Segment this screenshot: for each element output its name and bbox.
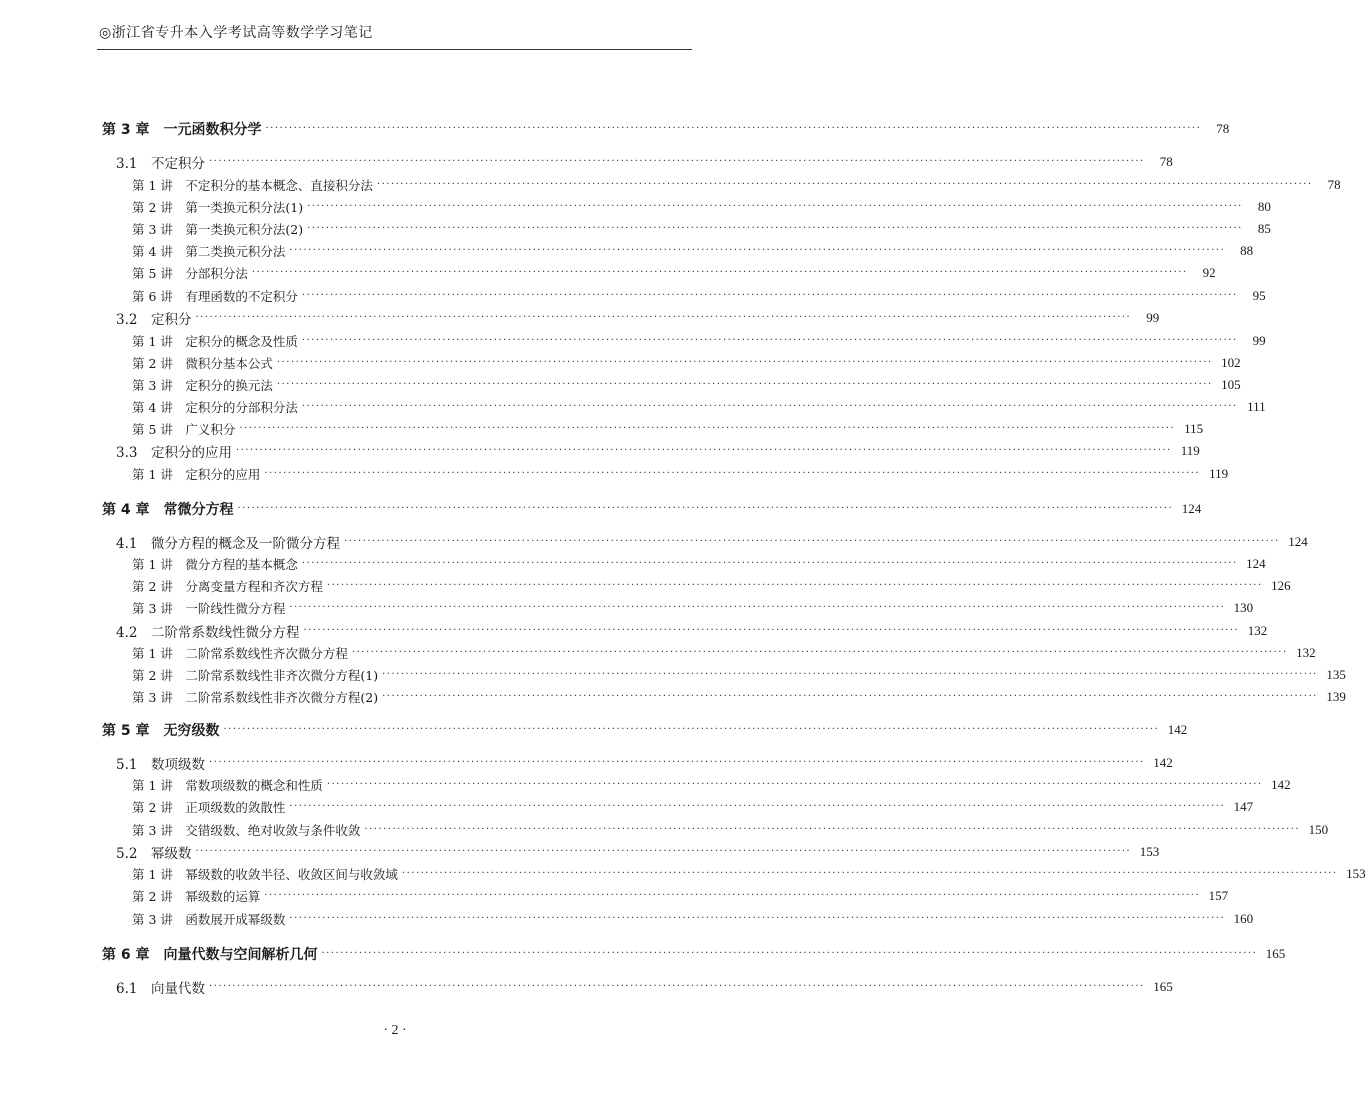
toc-entry-label: 第 1 讲 二阶常系数线性齐次微分方程	[132, 646, 348, 661]
dot-leader: ········································································································································································································	[276, 379, 1213, 390]
dot-leader: ········································································································································································································	[343, 536, 1280, 547]
toc-entry-label: 4.1 微分方程的概念及一阶微分方程	[116, 536, 340, 552]
toc-entry-label: 6.1 向量代数	[116, 981, 205, 997]
toc-entry-lecture[interactable]	[0, 909, 1254, 929]
dot-leader: ········································································································································································································	[303, 625, 1240, 636]
toc-entry-page: 124	[1181, 501, 1202, 516]
dot-leader: ········································································································································································································	[235, 445, 1172, 456]
toc-entry-page: 153	[1346, 866, 1366, 881]
toc-entry-label: 4.2 二阶常系数线性微分方程	[116, 625, 300, 641]
dot-leader: ········································································································································································································	[382, 691, 1318, 702]
dot-leader: ········································································································································································································	[307, 201, 1243, 212]
dot-leader: ········································································································································································································	[364, 824, 1301, 835]
toc-entry-page: 160	[1233, 911, 1254, 926]
toc-entry-page: 105	[1221, 377, 1241, 392]
toc-entry-lecture[interactable]	[0, 397, 1266, 417]
dot-leader: ········································································································································································································	[208, 757, 1145, 768]
dot-leader: ········································································································································································································	[382, 669, 1318, 680]
toc-entry-page: 132	[1247, 623, 1268, 638]
toc-entry-section[interactable]	[0, 621, 1268, 641]
dot-leader: ········································································································································································································	[289, 913, 1226, 924]
toc-entry-label: 第 2 讲 第一类换元积分法(1)	[132, 200, 304, 215]
toc-entry-page: 157	[1208, 888, 1229, 903]
toc-entry-lecture[interactable]	[0, 219, 1271, 239]
dot-leader: ········································································································································································································	[289, 245, 1226, 256]
toc-entry-page: 153	[1139, 844, 1160, 859]
dot-leader: ········································································································································································································	[376, 179, 1313, 190]
toc-entry-lecture[interactable]	[0, 241, 1254, 261]
dot-leader: ········································································································································································································	[326, 580, 1263, 591]
dot-leader: ········································································································································································································	[239, 423, 1176, 434]
toc-entry-page: 99	[1146, 310, 1160, 325]
dot-leader: ········································································································································································································	[264, 468, 1201, 479]
toc-entry-section[interactable]	[0, 842, 1160, 862]
toc-entry-label: 第 1 讲 常数项级数的概念和性质	[132, 778, 323, 793]
dot-leader: ········································································································································································································	[321, 948, 1258, 959]
toc-entry-section[interactable]	[0, 532, 1308, 552]
toc-entry-label: 第 2 讲 正项级数的敛散性	[132, 800, 286, 815]
toc-entry-lecture[interactable]	[0, 331, 1266, 351]
toc-entry-lecture[interactable]	[0, 576, 1291, 596]
toc-entry-label: 第 3 讲 交错级数、绝对收敛与条件收敛	[132, 823, 361, 838]
toc-entry-page: 111	[1247, 399, 1266, 414]
toc-entry-page: 115	[1184, 421, 1204, 436]
toc-entry-label: 3.2 定积分	[116, 312, 192, 328]
toc-entry-lecture[interactable]	[0, 197, 1271, 217]
toc-entry-page: 124	[1288, 534, 1308, 549]
toc-entry-page: 78	[1327, 177, 1341, 192]
toc-entry-lecture[interactable]	[0, 665, 1346, 685]
toc-entry-label: 第 4 讲 定积分的分部积分法	[132, 400, 298, 415]
dot-leader: ········································································································································································································	[301, 290, 1238, 301]
toc-entry-label: 第 6 章 向量代数与空间解析几何	[102, 947, 318, 963]
toc-entry-chapter[interactable]	[0, 720, 1188, 740]
toc-entry-page: 99	[1252, 333, 1266, 348]
toc-entry-page: 124	[1246, 556, 1266, 571]
toc-entry-label: 第 2 讲 微积分基本公式	[132, 356, 273, 371]
dot-leader: ········································································································································································································	[326, 779, 1263, 790]
toc-entry-label: 第 4 讲 第二类换元积分法	[132, 244, 286, 259]
toc-entry-label: 第 3 讲 函数展开成幂级数	[132, 912, 286, 927]
toc-entry-lecture[interactable]	[0, 375, 1241, 395]
dot-leader: ········································································································································································································	[289, 801, 1226, 812]
toc-entry-page: 95	[1252, 288, 1266, 303]
toc-entry-section[interactable]	[0, 152, 1173, 172]
toc-entry-section[interactable]	[0, 441, 1200, 461]
toc-entry-label: 第 2 讲 幂级数的运算	[132, 889, 261, 904]
dot-leader: ········································································································································································································	[276, 357, 1213, 368]
toc-entry-section[interactable]	[0, 753, 1173, 773]
toc-entry-section[interactable]	[0, 308, 1160, 328]
toc-entry-label: 第 1 讲 定积分的概念及性质	[132, 334, 298, 349]
page-number: · 2 ·	[383, 1023, 407, 1038]
toc-entry-label: 5.1 数项级数	[116, 757, 205, 773]
dot-leader: ········································································································································································································	[289, 602, 1226, 613]
toc-entry-chapter[interactable]	[0, 944, 1286, 964]
toc-entry-section[interactable]	[0, 977, 1173, 997]
toc-entry-lecture[interactable]	[0, 263, 1216, 283]
toc-entry-page: 119	[1209, 466, 1229, 481]
toc-entry-page: 142	[1153, 755, 1173, 770]
toc-entry-page: 135	[1326, 667, 1346, 682]
toc-entry-label: 第 1 讲 不定积分的基本概念、直接积分法	[132, 178, 373, 193]
dot-leader: ········································································································································································································	[301, 335, 1238, 346]
dot-leader: ········································································································································································································	[237, 503, 1174, 514]
toc-entry-page: 142	[1271, 777, 1291, 792]
toc-entry-lecture[interactable]	[0, 419, 1204, 439]
toc-entry-lecture[interactable]	[0, 353, 1241, 373]
dot-leader: ········································································································································································································	[307, 223, 1243, 234]
toc-entry-lecture[interactable]	[0, 598, 1254, 618]
toc-entry-label: 第 4 章 常微分方程	[102, 502, 234, 518]
toc-entry-lecture[interactable]	[0, 864, 1366, 884]
toc-entry-page: 78	[1216, 121, 1230, 136]
dot-leader: ········································································································································································································	[208, 981, 1145, 992]
toc-entry-label: 第 2 讲 分离变量方程和齐次方程	[132, 579, 323, 594]
dot-leader: ········································································································································································································	[301, 558, 1238, 569]
toc-entry-chapter[interactable]	[0, 119, 1230, 139]
toc-entry-label: 第 3 讲 一阶线性微分方程	[132, 601, 286, 616]
toc-entry-lecture[interactable]	[0, 775, 1291, 795]
dot-leader: ········································································································································································································	[401, 868, 1338, 879]
toc-entry-page: 88	[1240, 243, 1254, 258]
toc-entry-label: 第 6 讲 有理函数的不定积分	[132, 289, 298, 304]
toc-entry-label: 第 1 讲 微分方程的基本概念	[132, 557, 298, 572]
toc-entry-lecture[interactable]	[0, 820, 1329, 840]
toc-entry-label: 第 2 讲 二阶常系数线性非齐次微分方程(1)	[132, 668, 379, 683]
toc-entry-page: 119	[1180, 443, 1200, 458]
dot-leader: ········································································································································································································	[195, 846, 1132, 857]
toc-entry-page: 126	[1271, 578, 1291, 593]
dot-leader: ········································································································································································································	[251, 267, 1188, 278]
toc-entry-page: 147	[1233, 799, 1254, 814]
dot-leader: ········································································································································································································	[195, 312, 1132, 323]
toc-entry-label: 第 1 讲 幂级数的收敛半径、收敛区间与收敛域	[132, 867, 398, 882]
running-header: ◎浙江省专升本入学考试高等数学学习笔记	[99, 25, 373, 41]
toc-entry-label: 第 5 讲 广义积分	[132, 422, 236, 437]
toc-entry-page: 142	[1167, 722, 1188, 737]
toc-entry-page: 102	[1221, 355, 1241, 370]
toc-entry-page: 92	[1202, 265, 1216, 280]
toc-entry-page: 150	[1308, 822, 1329, 837]
toc-entry-lecture[interactable]	[0, 687, 1346, 707]
dot-leader: ········································································································································································································	[301, 401, 1238, 412]
toc-entry-page: 80	[1257, 199, 1271, 214]
toc-entry-page: 85	[1257, 221, 1271, 236]
dot-leader: ········································································································································································································	[223, 724, 1160, 735]
toc-entry-label: 3.1 不定积分	[116, 156, 205, 172]
toc-entry-label: 第 1 讲 定积分的应用	[132, 467, 261, 482]
toc-entry-lecture[interactable]	[0, 554, 1266, 574]
toc-entry-page: 139	[1326, 689, 1346, 704]
toc-entry-label: 第 3 讲 二阶常系数线性非齐次微分方程(2)	[132, 690, 379, 705]
toc-entry-label: 第 5 讲 分部积分法	[132, 266, 248, 281]
toc-entry-label: 第 3 讲 第一类换元积分法(2)	[132, 222, 304, 237]
toc-entry-page: 130	[1233, 600, 1254, 615]
toc-entry-label: 第 3 章 一元函数积分学	[102, 122, 262, 138]
header-rule	[97, 49, 692, 50]
toc-entry-lecture[interactable]	[0, 464, 1229, 484]
toc-entry-lecture[interactable]	[0, 643, 1316, 663]
toc-entry-label: 5.2 幂级数	[116, 846, 192, 862]
toc-entry-page: 78	[1159, 154, 1173, 169]
toc-entry-chapter[interactable]	[0, 499, 1202, 519]
dot-leader: ········································································································································································································	[265, 123, 1202, 134]
toc-entry-label: 第 3 讲 定积分的换元法	[132, 378, 273, 393]
toc-entry-lecture[interactable]	[0, 286, 1266, 306]
toc-entry-page: 165	[1153, 979, 1173, 994]
toc-entry-lecture[interactable]	[0, 886, 1229, 906]
toc-entry-lecture[interactable]	[0, 797, 1254, 817]
toc-entry-label: 第 5 章 无穷级数	[102, 723, 220, 739]
toc-entry-page: 165	[1265, 946, 1286, 961]
dot-leader: ········································································································································································································	[264, 890, 1201, 901]
dot-leader: ········································································································································································································	[208, 156, 1145, 167]
toc-entry-label: 3.3 定积分的应用	[116, 445, 232, 461]
toc-entry-lecture[interactable]	[0, 175, 1341, 195]
toc-entry-page: 132	[1296, 645, 1316, 660]
dot-leader: ········································································································································································································	[351, 647, 1288, 658]
